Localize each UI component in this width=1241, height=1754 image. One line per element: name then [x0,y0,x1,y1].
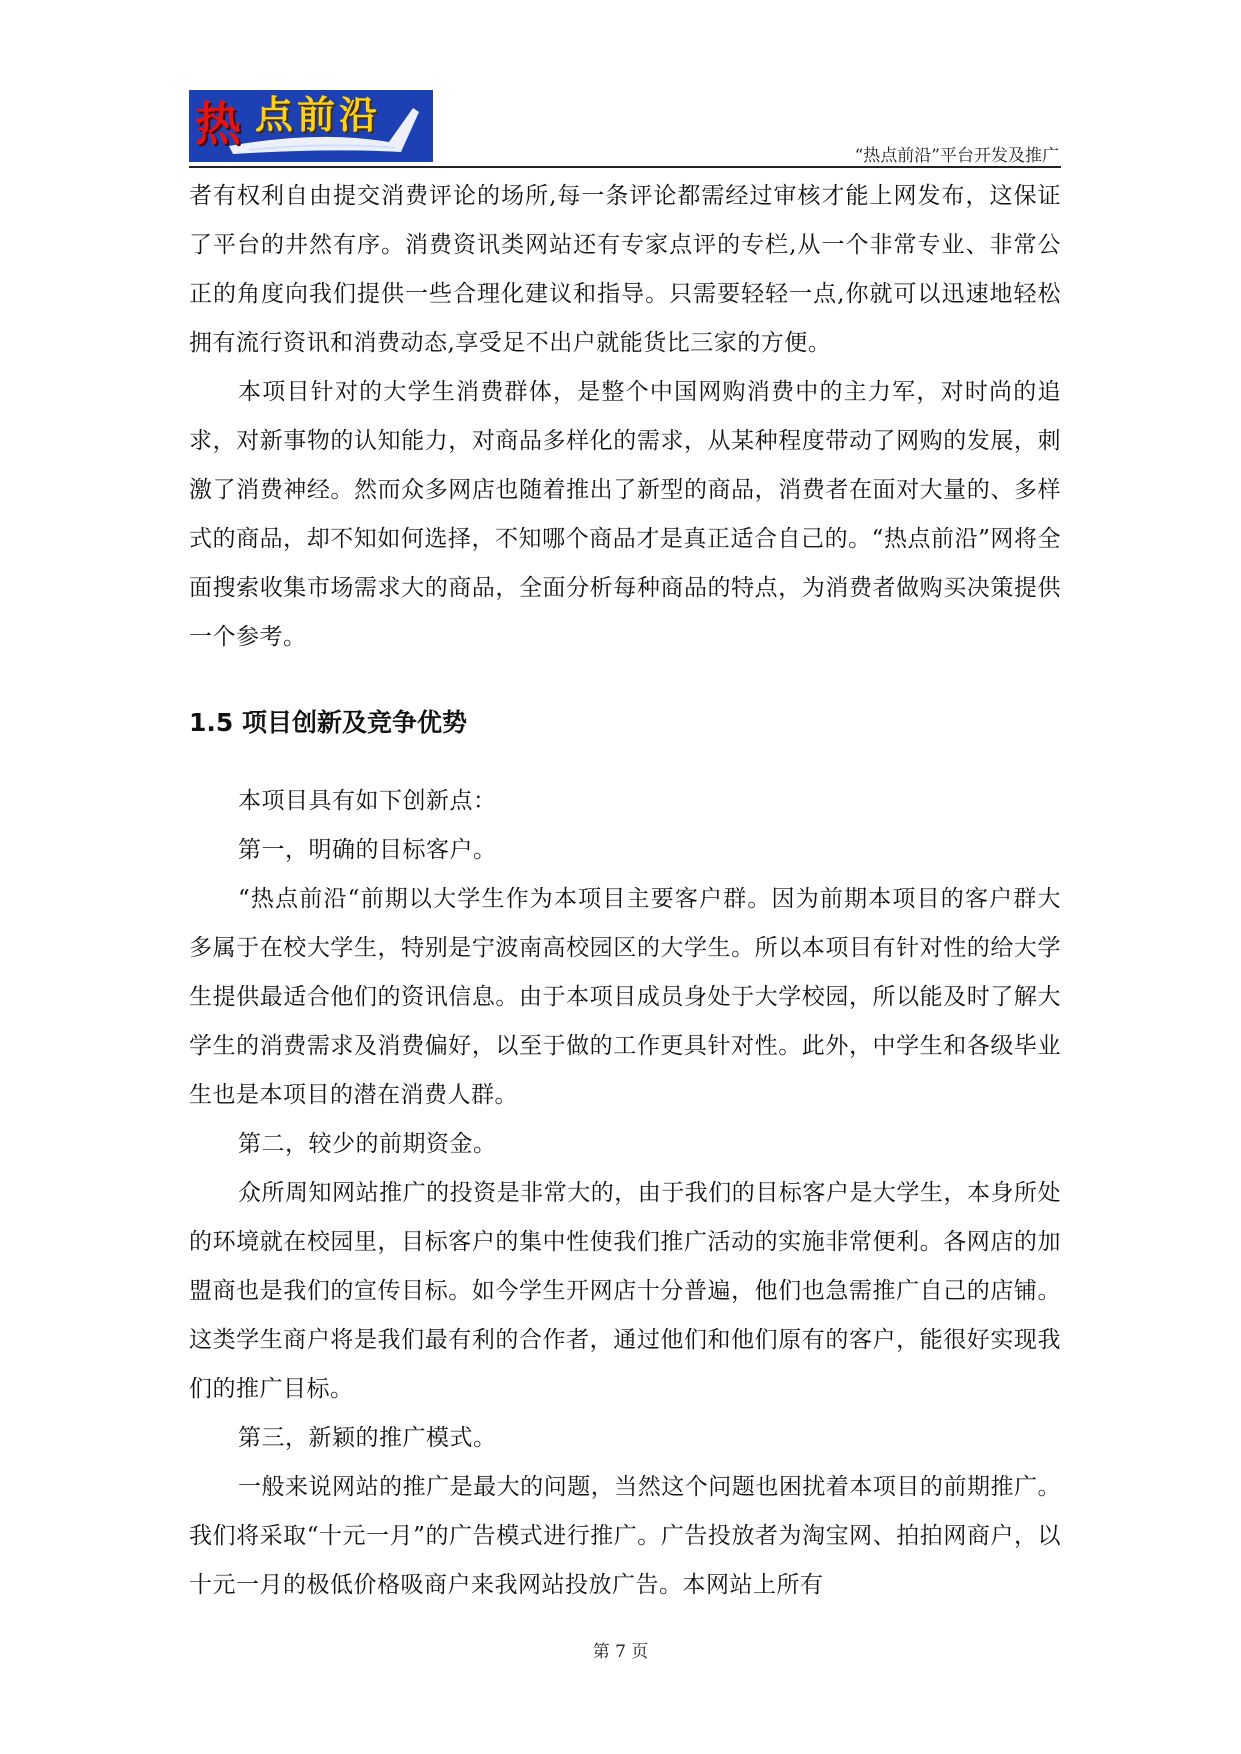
paragraph: 一般来说网站的推广是最大的问题，当然这个问题也困扰着本项目的前期推广。我们将采取“十元一月”的广告模式进行推广。广告投放者为淘宝网、拍拍网商户，以十元一月的极低价格吸商户来我网站投放广告。本网站上所有 [189,1474,1061,1598]
paragraph: 第一，明确的目标客户。 [238,837,497,863]
paragraph: 本项目具有如下创新点： [238,788,497,814]
paragraph: 本项目针对的大学生消费群体，是整个中国网购消费中的主力军，对时尚的追求，对新事物的认知能力，对商品多样化的需求，从某种程度带动了网购的发展，刺激了消费神经。然而众多网店也随着推出了新型的商品，消费者在面对大量的、多样式的商品，却不知如何选择，不知哪个商品才是真正适合自己的。“热点前沿”网将全面搜索收集市场需求大的商品，全面分析每种商品的特点，为消费者做购买决策提供一个参考。 [189,379,1061,650]
page-number: 第 7 页 [592,1642,649,1662]
header-caption: “热点前沿”平台开发及推广 [854,146,1059,166]
header-divider [189,166,1061,168]
paragraph: 第二，较少的前期资金。 [238,1131,497,1157]
document-body [189,172,1061,1610]
paragraph: 众所周知网站推广的投资是非常大的，由于我们的目标客户是大学生，本身所处的环境就在校园里，目标客户的集中性使我们推广活动的实施非常便利。各网店的加盟商也是我们的宣传目标。如今学生开网店十分普遍，他们也急需推广自己的店铺。这类学生商户将是我们最有利的合作者，通过他们和他们原有的客户，能很好实现我们的推广目标。 [189,1180,1061,1402]
header-logo [189,90,433,162]
paragraph: 者有权利自由提交消费评论的场所,每一条评论都需经过审核才能上网发布，这保证了平台的井然有序。消费资讯类网站还有专家点评的专栏,从一个非常专业、非常公正的角度向我们提供一些合理化建议和指导。只需要轻轻一点,你就可以迅速地轻松拥有流行资讯和消费动态,享受足不出户就能货比三家的方便。 [189,183,1061,356]
logo-text-secondary: 点前沿 [255,92,382,137]
logo-text-primary: 热 [195,97,241,151]
paragraph: “热点前沿“前期以大学生作为本项目主要客户群。因为前期本项目的客户群大多属于在校大学生，特别是宁波南高校园区的大学生。所以本项目有针对性的给大学生提供最适合他们的资讯信息。由于本项目成员身处于大学校园，所以能及时了解大学生的消费需求及消费偏好，以至于做的工作更具针对性。此外，中学生和各级毕业生也是本项目的潜在消费人群。 [189,886,1061,1108]
section-heading: 1.5 项目创新及竞争优势 [189,708,467,737]
paragraph: 第三，新颖的推广模式。 [238,1425,497,1451]
